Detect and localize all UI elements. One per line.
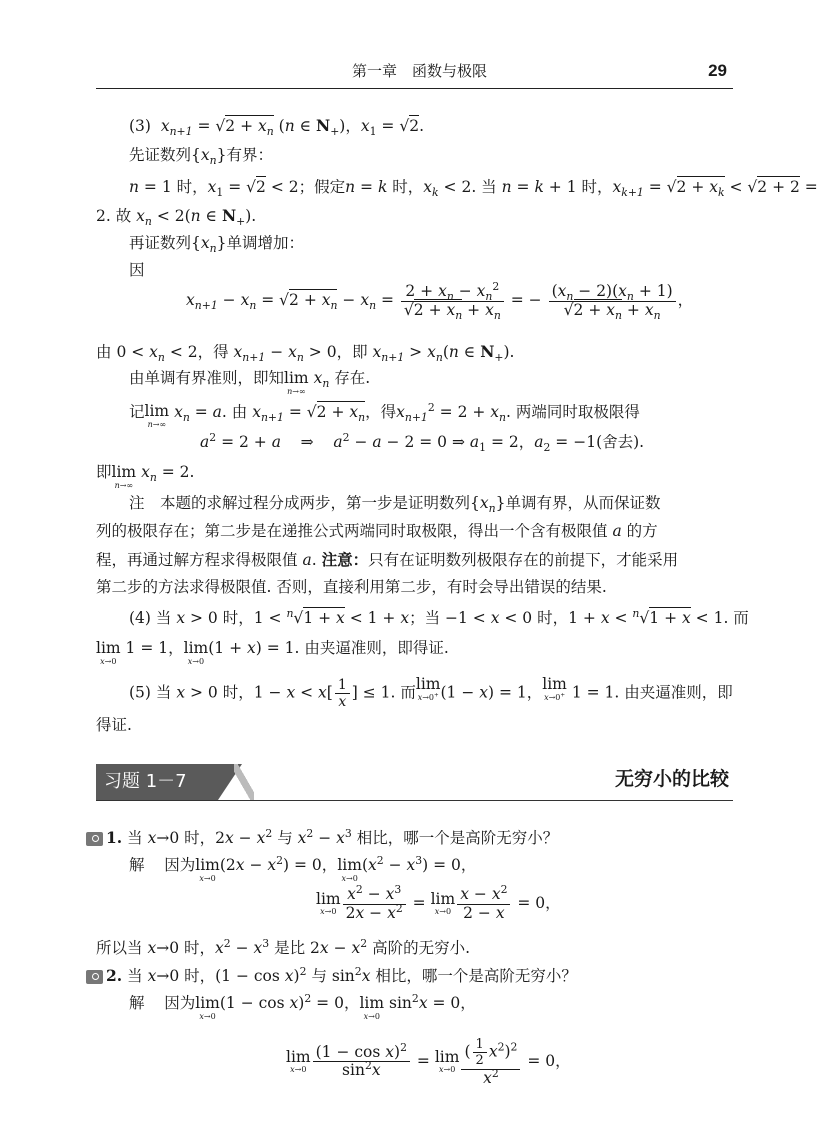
q1-solution-line-1: 解 因为lim x→0 $(2x - x^2) = 0$，lim x→0 $(x^2 - x^3) = 0$， [129,853,477,883]
exercise-section-bar [96,764,733,801]
part3-yin: 因 [129,261,145,279]
exercise-tab: 习题 1－7 [96,764,218,800]
part5-line-1: (5) 当 x > 0 时，1 − x < x[ $\frac{1}{x}$ ] ≤ 1. 而lim x→0+ (1 − x) = 1，lim x→0+ 1 = 1. 由夹逼准则，即 [129,675,733,710]
q1-limit-ratio: lim x→0 $\frac{x^2 - x^3}{2x - x^2}$ = lim x→0 $\frac{x - x^2}{2 - x}$ = 0， [316,882,561,922]
note-line-4: 第二步的方法求得极限值. 否则，直接利用第二步，有时会导出错误的结果. [96,578,607,596]
part4-line-1: (4) 当 x > 0 时，1 < $^n$√1 + x < 1 + x；当 −1 < x < 0 时，1 + x < $^n$√1 + x < 1. 而 [129,606,749,627]
q2-solution-line-1: 解 因为lim x→0 $(1 - \cos x)^2 = 0$，lim x→0 $\sin^2x = 0$， [129,991,476,1021]
note-line-1: 注 本题的求解过程分成两步，第一步是证明数列$\{x_n\}$单调有界，从而保证数 [129,494,661,516]
part3-solve: $a^2 = 2 + a$ ⇒ $a^2 - a - 2 = 0$ ⇒ $a_1 = 2$，$a_2 = -1$(舍去). [200,430,645,455]
section-title: 无穷小的比较 [614,768,729,790]
part3-monotone-claim: 再证数列$\{x_n\}$单调增加： [129,234,305,256]
part3-limit-exists: 由单调有界准则，即知lim n→∞ $x_n$ 存在. [129,369,371,396]
part3-result: 即lim n→∞ $x_n = 2$. [96,463,195,490]
magnifier-icon [86,832,103,846]
q1-conclusion: 所以当 x→0 时，$x^2 - x^3$ 是比 $2x - x^2$ 高阶的无穷小. [96,936,471,957]
q2-statement: 2. 当 x→0 时，$(1 - \cos x)^2$ 与 $\sin^2x$ 相比，哪一个是高阶无穷小？ [86,968,577,985]
part3-limit-equation: 记lim n→∞ $x_n = a$. 由 $x_{n+1} = √2 + x_n$，得$x_{n+1}^2 = 2 + x_n$. 两端同时取极限得 [129,400,640,429]
tab-stripe-decoration [234,764,254,800]
magnifier-icon [86,970,103,984]
running-header [96,60,733,89]
part4-line-2: lim x→0 1 = 1，lim x→0 (1 + x) = 1. 由夹逼准则，即得证. [96,639,449,666]
q1-statement: 1. 当 x→0 时，$2x - x^2$ 与 $x^2 - x^3$ 相比，哪一个是高阶无穷小？ [86,830,558,847]
part3-recurrence: (3) $x_{n+1} = √2 + x_n$ (n ∈ $N_+$)，$x_1 = √2$. [129,116,425,139]
chapter-title: 第一章 函数与极限 [352,62,488,80]
part5-line-2: 得证. [96,716,132,734]
part3-increasing: 由 $0 < x_n < 2$，得 $x_{n+1} - x_n > 0$，即 $x_{n+1} > x_n(n$ ∈ $N_+$). [96,342,515,365]
q2-limit-ratio: lim x→0 $\frac{(1 - \cos x)^2}{\sin^2x}$ = lim x→0 ( $\frac{1}{2}$ $x^2)^2$ $x^2$ = 0， [286,1037,571,1087]
note-line-3: 程，再通过解方程求得极限值 a. 注意：只有在证明数列极限存在的前提下，才能采用 [96,550,679,569]
part3-induction-line: n = 1 时，$x_1 = √2 < 2$；假定n = k 时，$x_k < 2$. 当 n = k + 1 时，$x_{k+1} = √2 + x_k < √2 + 2$ = [129,178,818,200]
note-line-2: 列的极限存在；第二步是在递推公式两端同时取极限，得出一个含有极限值 a 的方 [96,522,658,540]
part3-induction-conclusion: 2. 故 $x_n < 2(n$ ∈ $N_+$). [96,206,257,229]
part3-bounded-claim: 先证数列$\{x_n\}$有界： [129,146,274,168]
page-number: 29 [708,61,727,80]
difference-equation: $x_{n+1} - x_n = √2 + x_n - x_n$ = $\frac{2 + x_n - x_n^2}{√2 + x_n + x_n}$ = − $\frac{(x_n - 2)(x_n + 1)}{√2 + x_n + x_n}$ ， [186,279,694,322]
